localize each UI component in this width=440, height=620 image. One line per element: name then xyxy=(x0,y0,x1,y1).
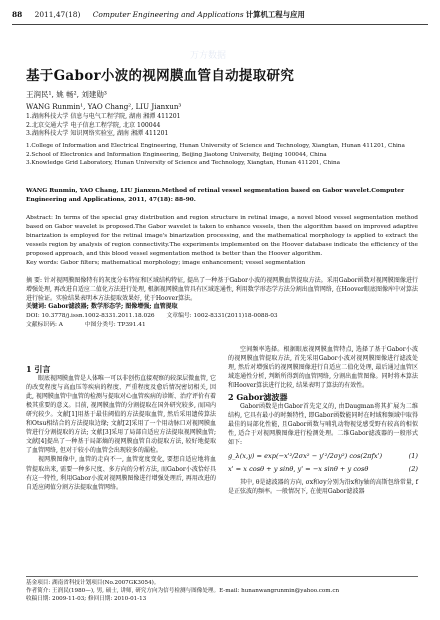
abstract-cn-text: 摘 要: 针对视网膜图像特有的灰度分布特征和区域结构特征, 提出了一种基于Gabor小波的视网膜血管提取方法。采用Gabor函数对视网膜图像进行增强处理, 再改进自适应二值化方法进行处理, 根据视网膜血管具有区域连通性, 利用数学形态学方法分割出血管网络, 在Hoover眼底图像库中对算法进行验证。实验结果表明本方法提取效果好, 优于Hoover算法。 xyxy=(26,277,418,302)
affiliations-en xyxy=(26,142,421,168)
paper-title: 基于Gabor小波的视网膜血管自动提取研究 xyxy=(26,68,295,84)
issue-info: 2011,47(18) xyxy=(34,10,81,19)
running-header xyxy=(12,8,428,25)
journal-name-en: Computer Engineering and Applications xyxy=(92,10,244,19)
authors-cn: 王润民¹, 姚 畅², 刘建勋³ xyxy=(26,90,107,99)
section-1-title: 1 引言 xyxy=(26,364,51,374)
meta-line-1 xyxy=(26,312,418,321)
footnote-author: 作者简介: 王润民(1980—), 男, 硕士, 讲师, 研究方向为信号检测与图像处理。E-mail: hunanwangrunmin@yahoo.com.cn xyxy=(26,588,340,595)
equation-2-number: (2) xyxy=(408,464,418,473)
abstract-en-text: Abstract: In terms of the special gray distribution and region structure in retinal image, a novel blood vessel segmentation method based on Gabor wavelet is proposed.The Gabor wavelet is taken to enhance vessels, then the algorithm based on improved adaptive binarization is employed for the retinal image's binarization processing, and the mathematical morphology is applied to extract the vessels region by analysis of region connectivity.The experiments implemented on the Hoover database indicate the efficiency of the proposed approach, and this blood vessel segmentation method is better than the Hoover algorithm. xyxy=(26,215,418,258)
watermark: 万方数据 xyxy=(190,51,227,61)
keywords-en: Key words: Gabor filters; mathematical morphology; image enhancement; vessel segmentation xyxy=(26,260,306,267)
footnote xyxy=(26,576,418,604)
keywords-cn: 关键词: Gabor滤波器; 数学形态学; 图像增强; 血管提取 xyxy=(26,303,178,311)
affiliation-en-2: 2.School of Electronics and Information Engineering, Beijing Jiaotong University, Beijing 100044, China xyxy=(26,151,327,158)
equation-2 xyxy=(228,465,418,474)
meta-line-2 xyxy=(26,321,418,330)
left-column xyxy=(26,365,216,492)
abstract-cn xyxy=(26,277,418,330)
right-paragraph-1: 空间频率选择。根据眼底视网膜血管特点, 选择了基于Gabor小波的视网膜血管提取方法, 首先采用Gabor小波对视网膜图像进行滤波处理, 然后对增强后的视网膜图像进行自适应二值化处理, 最后通过血管区域连通性分析, 判断所得到的血管网络, 分割出血管图像。同时将本算法和Hoover算法进行比较, 结果表明了算法的有效性。 xyxy=(228,346,418,390)
footnote-dates: 收稿日期: 2009-11-03; 修回日期: 2010-01-13 xyxy=(26,596,147,603)
journal-name-cn: 计算机工程与应用 xyxy=(245,10,305,19)
right-paragraph-3: 其中, θ是滤波器的方向, σx和σy分别为沿x和y轴的高斯包络常量, f是正弦波的频率。一般情况下, 在使用Gabor滤波器 xyxy=(228,478,418,495)
equation-1-number: (1) xyxy=(408,451,418,460)
affiliation-cn-1: 1.湖南科技大学 信息与电气工程学院, 湖南 湘潭 411201 xyxy=(26,113,181,120)
affiliation-cn-3: 3.湖南科技大学 知识网络实验室, 湖南 湘潭 411201 xyxy=(26,130,169,138)
affiliation-en-3: 3.Knowledge Grid Laboratory, Hunan University of Science and Technology, Xiangtan, Hunan 411201, China xyxy=(26,160,341,167)
document-code: 文献标识码: A xyxy=(26,322,63,329)
left-paragraph-1: 眼底视网膜血管是人体唯一可以非创伤直接观察的较深层微血管, 它的改变程度与高血压等疾病的程度、严重程度及愈后情况密切相关, 因此, 视网膜血管中血管的检测与提取对心血管疾病的诊断、治疗评价有着极其重要的意义。目前, 视网膜血管的分割提取在国外研究较多, 而国内研究较少。文献[1]用基于最佳阈值的方法提取血管, 然后采用遗传算法和Otsu相结合的方法提取边缘; 文献[2]采用了一个用动脉口对视网膜血管进行分割提取的方法; 文献[3]采用了局部自适应方法提取视网膜血管; 文献[4]提出了一种基于局部熵的视网膜血管自动提取方法, 较好地提取了血管网络, 但对于较小的血管会出现较多的漏检。 xyxy=(26,375,216,455)
left-paragraph-2: 视网膜图像中, 血管的走向不一, 血管宽度变化, 要想自适应地将血管提取出来, 需要一种多尺度、多方向的分析方法, 而Gabor小波恰好具有这一特性, 利用Gabor小波对视网膜图像进行增强处理后, 再用改进的自适应阈值分割方法提取血管网络。 xyxy=(26,456,216,491)
footnote-fund: 基金项目: 湖南省科技计划项目(No.2007GK3054)。 xyxy=(26,580,160,586)
right-column xyxy=(228,345,418,496)
abstract-en xyxy=(26,214,418,269)
equation-1-body: g_λ(x,y) = exp(−x'²/2σx² − y'²/2σy²) cos(2πfx') xyxy=(228,451,383,460)
equation-2-body: x' = x cosθ + y sinθ, y' = −x sinθ + y cosθ xyxy=(228,464,369,473)
section-2-title: 2 Gabor滤波器 xyxy=(228,392,288,403)
doi: DOI: 10.3778/j.issn.1002-8331.2011.18.026 xyxy=(26,313,155,320)
affiliations-cn xyxy=(26,113,421,139)
citation-en: WANG Runmin, YAO Chang, LIU Jianxun.Method of retinal vessel segmentation based on Gabor wavelet.Computer Engineering and Applications, 2011, 47(18): 88-90. xyxy=(26,187,405,203)
clc-number: 中图分类号: TP391.41 xyxy=(84,322,146,329)
right-paragraph-2: Gabor函数是由Gabor首先定义的, 由Daugman将其扩展为二维结构, 它具有最小的时频特性, 即Gabor函数能同时在时域和频域中取得最佳的局部化性能, 且Gabor函数与哺乳动物视觉感受野有较高的相似性, 适合于对视网膜图像进行检测处理。二维Gabor滤波器的一般形式如下: xyxy=(228,403,418,447)
equation-1 xyxy=(228,452,418,461)
affiliation-en-1: 1.College of Information and Electrical Engineering, Hunan University of Science and Technology, Xiangtan, Hunan 411201, China xyxy=(26,143,405,149)
affiliation-cn-2: 2.北京交通大学 电子信息工程学院, 北京 100044 xyxy=(26,121,161,129)
authors-en: WANG Runmin¹, YAO Chang², LIU Jianxun³ xyxy=(26,102,182,111)
page-number: 88 xyxy=(12,10,23,19)
article-number: 文章编号: 1002-8331(2011)18-0088-03 xyxy=(166,313,278,320)
